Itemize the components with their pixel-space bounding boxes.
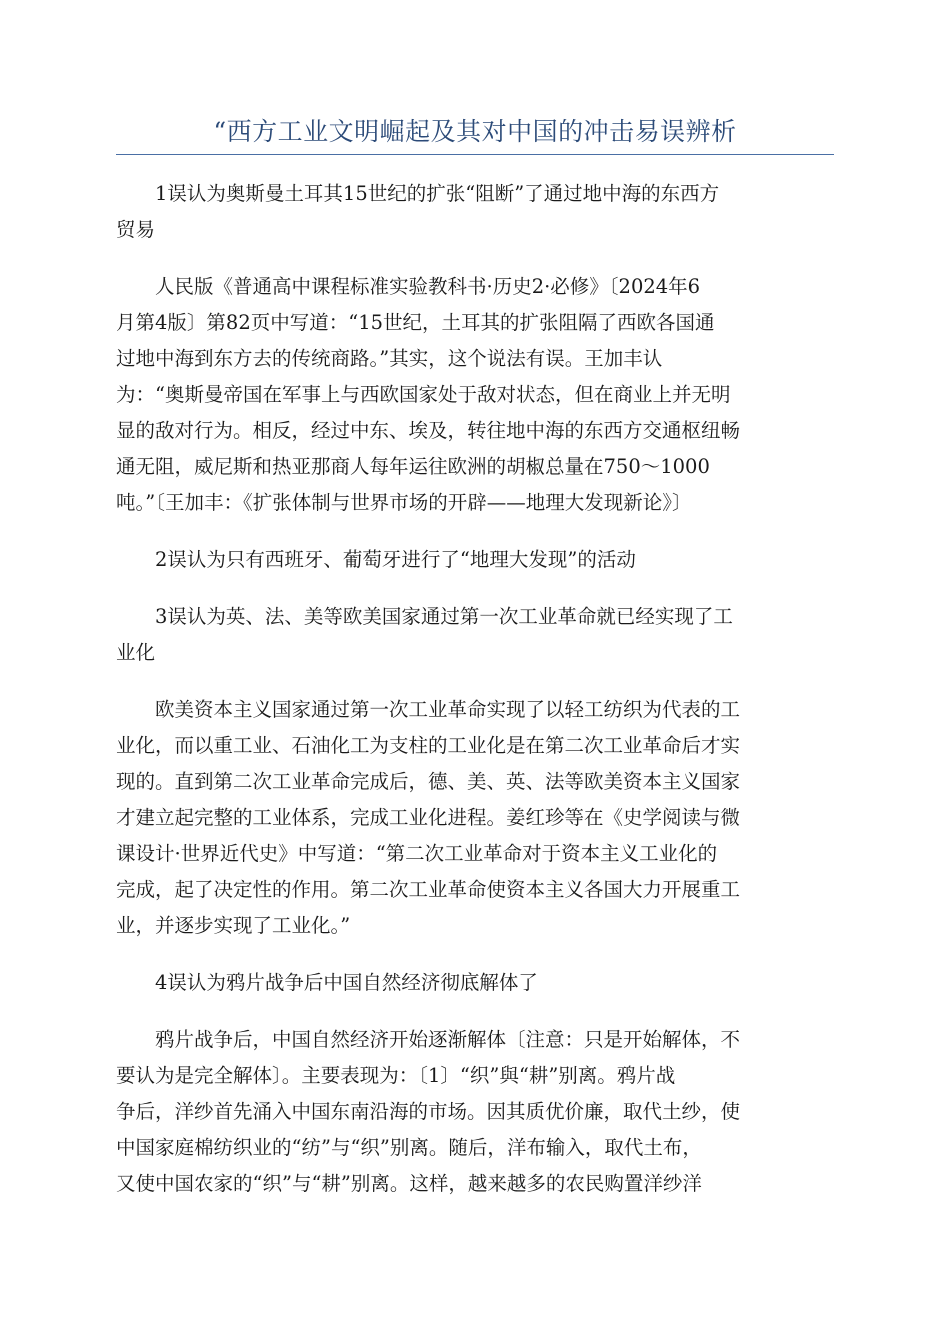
text-line: 为：“奥斯曼帝国在军事上与西欧国家处于敌对状态，但在商业上并无明 — [116, 383, 731, 406]
text-line: 完成，起了决定性的作用。第二次工业革命使资本主义各国大力开展重工 — [116, 878, 741, 901]
text-line: 要认为是完全解体〕。主要表现为：〔1〕“织”與“耕”别离。鸦片战 — [116, 1064, 676, 1087]
text-line: 争后，洋纱首先涌入中国东南沿海的市场。因其质优价廉，取代土纱，使 — [116, 1100, 741, 1123]
section-heading — [116, 599, 834, 671]
text-line: 吨。”〔王加丰：《扩张体制与世界市场的开辟——地理大发现新论》〕 — [116, 491, 692, 514]
section-heading — [116, 176, 834, 248]
text-line: 3误认为英、法、美等欧美国家通过第一次工业革命就已经实现了工 — [155, 605, 733, 628]
body-paragraph — [116, 692, 834, 944]
text-line: 2误认为只有西班牙、葡萄牙进行了“地理大发现”的活动 — [155, 548, 636, 571]
body-paragraph — [116, 1022, 834, 1202]
text-line: 人民版《普通高中课程标准实验教科书·历史2·必修》〔2024年6 — [155, 275, 701, 298]
text-line: 显的敌对行为。相反，经过中东、埃及，转往地中海的东西方交通枢纽畅 — [116, 419, 741, 442]
text-line: 过地中海到东方去的传统商路。”其实，这个说法有误。王加丰认 — [116, 347, 663, 370]
title-underline — [116, 154, 834, 155]
text-line: 现的。直到第二次工业革命完成后，德、美、英、法等欧美资本主义国家 — [116, 770, 741, 793]
section-heading — [116, 965, 834, 1001]
document-title: “西方工业文明崛起及其对中国的冲击易误辨析 — [213, 117, 737, 146]
text-line: 业，并逐步实现了工业化。” — [116, 914, 351, 937]
text-line: 4误认为鸦片战争后中国自然经济彻底解体了 — [155, 971, 538, 994]
text-line: 贸易 — [116, 218, 156, 241]
text-line: 中国家庭棉纺织业的“纺”与“织”别离。随后，洋布输入，取代土布， — [116, 1136, 702, 1159]
text-line: 又使中国农家的“织”与“耕”别离。这样，越来越多的农民购置洋纱洋 — [116, 1172, 702, 1195]
text-line: 欧美资本主义国家通过第一次工业革命实现了以轻工纺织为代表的工 — [155, 698, 741, 721]
text-line: 业化，而以重工业、石油化工为支柱的工业化是在第二次工业革命后才实 — [116, 734, 741, 757]
body-paragraph — [116, 269, 834, 521]
text-line: 1误认为奥斯曼土耳其15世纪的扩张“阻断”了通过地中海的东西方 — [155, 182, 720, 205]
document-body — [116, 176, 834, 1223]
text-line: 才建立起完整的工业体系，完成工业化进程。姜红珍等在《史学阅读与微 — [116, 806, 741, 829]
text-line: 通无阻，威尼斯和热亚那商人每年运往欧洲的胡椒总量在750～1000 — [116, 455, 710, 478]
section-heading — [116, 542, 834, 578]
text-line: 月第4版〕第82页中写道：“15世纪，土耳其的扩张阻隔了西欧各国通 — [116, 311, 715, 334]
text-line: 业化 — [116, 641, 156, 664]
text-line: 课设计·世界近代史》中写道：“第二次工业革命对于资本主义工业化的 — [116, 842, 718, 865]
text-line: 鸦片战争后，中国自然经济开始逐渐解体〔注意：只是开始解体，不 — [155, 1028, 741, 1051]
